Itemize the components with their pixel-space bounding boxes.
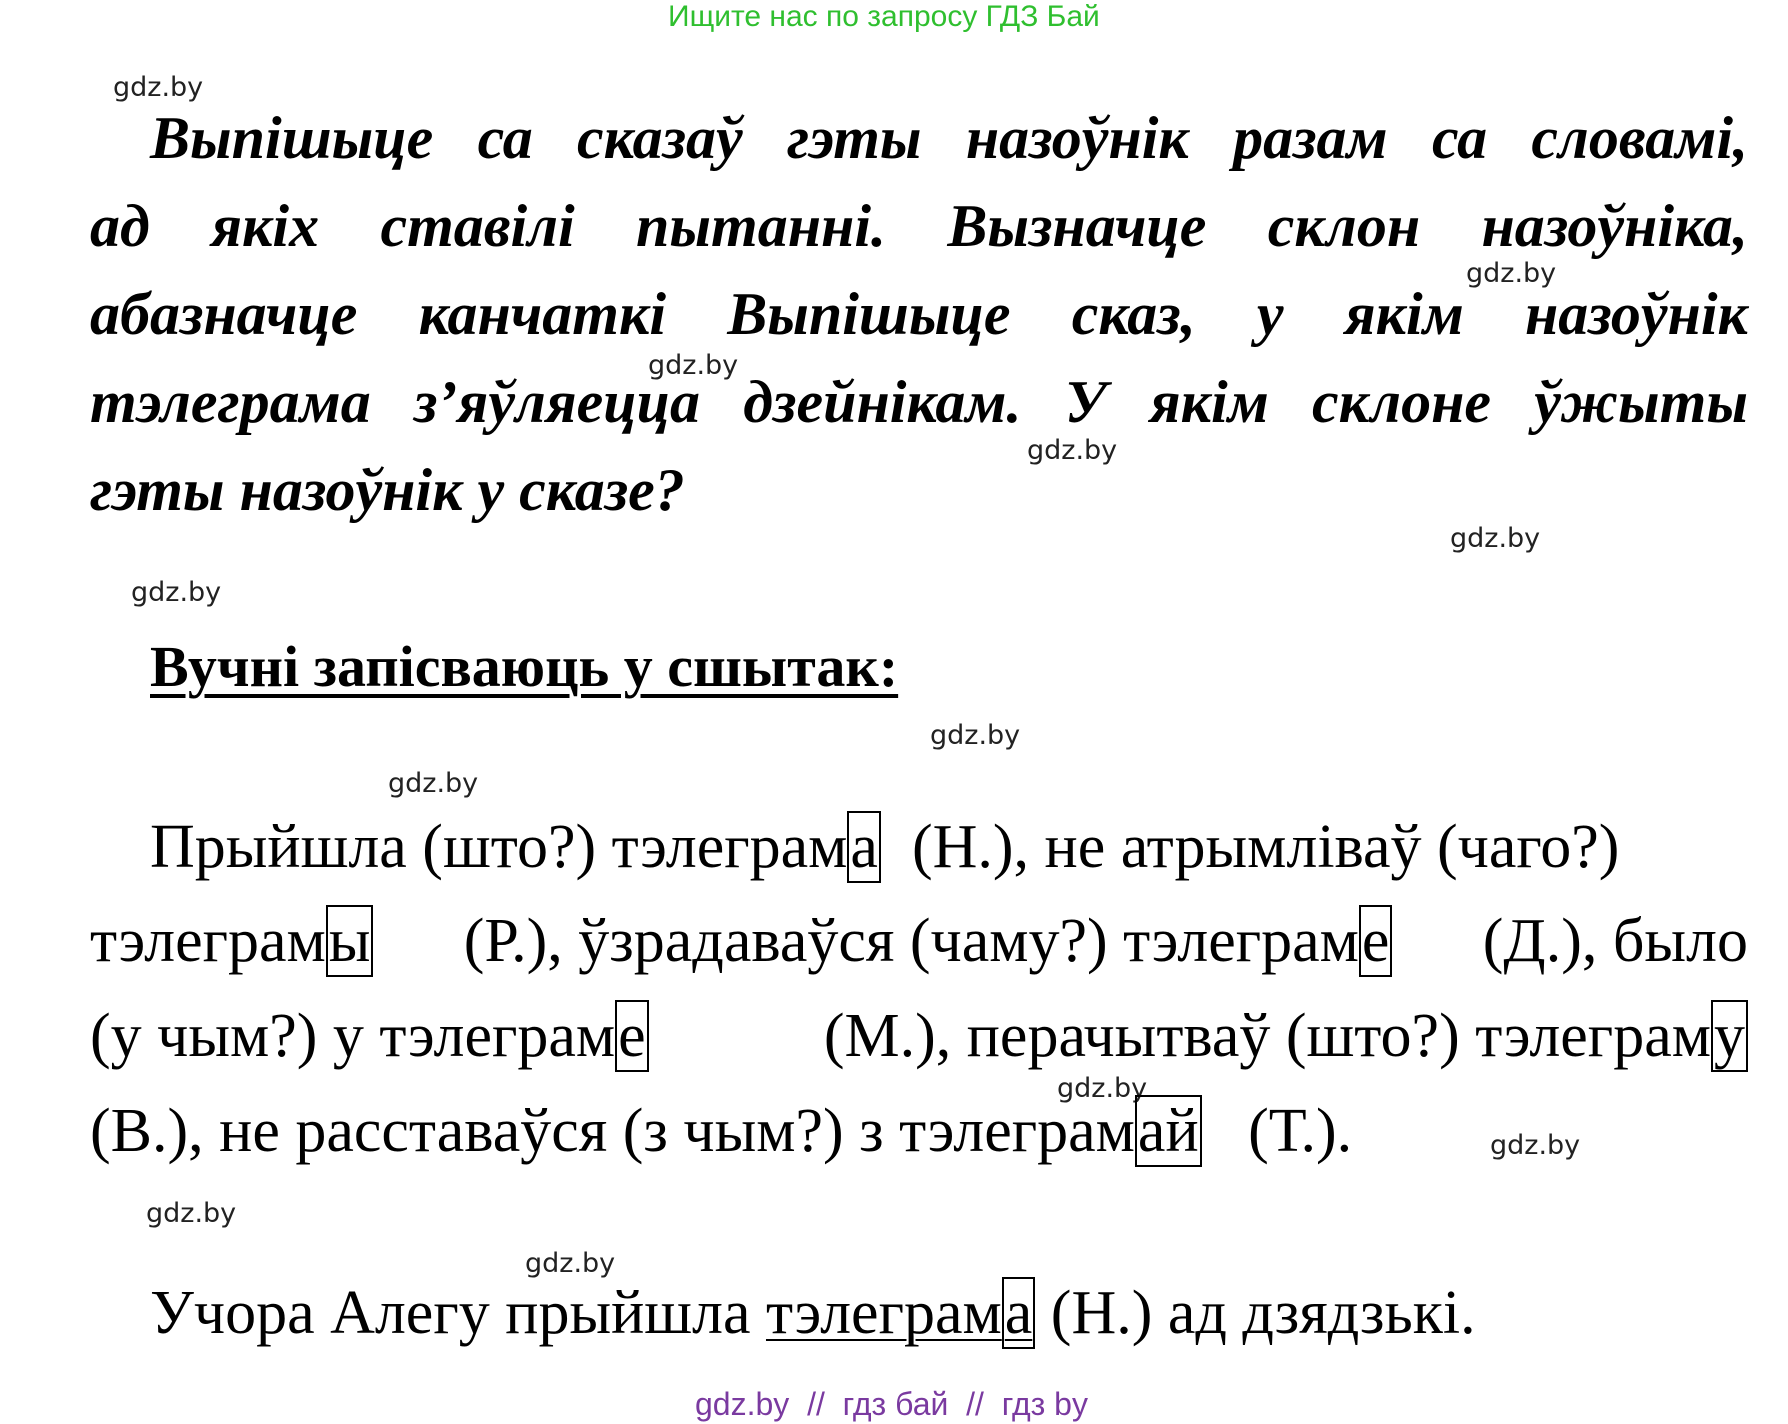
text: (В.), не расставаўся (з чым?) з тэлеграм [90,1097,1135,1165]
text: (у чым?) у тэлеграм [90,1002,616,1070]
word: У [1064,369,1107,435]
ending-box: е [1359,905,1393,977]
ending-box: ай [1135,1095,1202,1167]
watermark: gdz.by [1027,435,1118,466]
word: сказаў [577,105,743,171]
ending-box: ы [326,905,374,977]
ending-box: е [615,1000,649,1072]
footer-watermark: gdz.by // гдз бай // гдз by [695,1386,1088,1422]
word: гэты [786,105,922,171]
word: Выпішыце [727,281,1011,347]
word: разам [1233,105,1388,171]
ending-box: у [1711,1000,1748,1072]
word: словамі, [1531,105,1748,171]
watermark: gdz.by [146,1198,237,1229]
word: Вызначце [947,193,1207,259]
watermark: gdz.by [930,720,1021,751]
word: якіх [211,193,320,259]
text-group [90,1001,649,1072]
word: назоўніка, [1481,193,1748,259]
watermark: gdz.by [1450,523,1541,554]
word: Выпішыце [150,105,434,171]
word: ставілі [380,193,575,259]
text: (Д.), было [1482,907,1748,975]
task-line: гэты назоўнік у сказе? [90,457,685,523]
word: дзейнікам. [743,369,1022,435]
answer-line [90,906,1748,977]
answer-line [150,812,1619,883]
watermark: gdz.by [525,1248,616,1279]
text-group [464,906,1393,977]
text-group [90,906,373,977]
task-line [90,368,1748,437]
task-line [90,104,1748,173]
sentence [150,1278,1476,1349]
top-banner: Ищите нас по запросу ГДЗ Бай [668,0,1100,33]
text: (Н.), не атрымліваў (чаго?) [911,813,1620,881]
word: сказ, [1071,281,1196,347]
watermark: gdz.by [648,350,739,381]
word: са [1431,105,1488,171]
watermark: gdz.by [113,72,204,103]
text: Прыйшла (што?) тэлеграм [150,813,848,881]
text: (Н.) ад дзядзькі. [1035,1279,1476,1347]
word: ад [90,193,150,259]
word: з’яўляецца [414,369,701,435]
answer-line [90,1001,1748,1072]
word: са [477,105,533,171]
word: у [1256,281,1284,347]
watermark: gdz.by [388,768,479,799]
text: (М.), перачытваў (што?) тэлеграм [823,1002,1711,1070]
word: якім [1149,369,1269,435]
task-line [90,192,1748,261]
text-group [824,1001,1748,1072]
watermark: gdz.by [1057,1073,1148,1104]
task-line [90,280,1748,349]
word: тэлеграма [90,369,371,435]
ending-box: а [847,811,881,883]
word: ўжыты [1534,369,1748,435]
word: склон [1267,193,1421,259]
watermark: gdz.by [131,577,222,608]
ending-box: а [1002,1277,1036,1349]
word: назоўнік [1525,281,1748,347]
text: (Т.). [1248,1097,1353,1165]
text: тэлеграм [90,907,326,975]
word: склоне [1312,369,1492,435]
watermark: gdz.by [1466,258,1557,289]
text: Учора Алегу прыйшла [150,1279,766,1347]
word: якім [1344,281,1464,347]
answer-line [90,1096,1352,1167]
section-heading: Вучні запісваюць у сшытак: [150,634,899,699]
word: абазначце [90,281,358,347]
word: назоўнік [965,105,1189,171]
word: пытанні. [636,193,887,259]
text: (Р.), ўзрадаваўся (чаму?) тэлеграм [463,907,1359,975]
word: канчаткі [418,281,667,347]
watermark: gdz.by [1490,1130,1581,1161]
subject-word: тэлеграм [765,1279,1002,1347]
